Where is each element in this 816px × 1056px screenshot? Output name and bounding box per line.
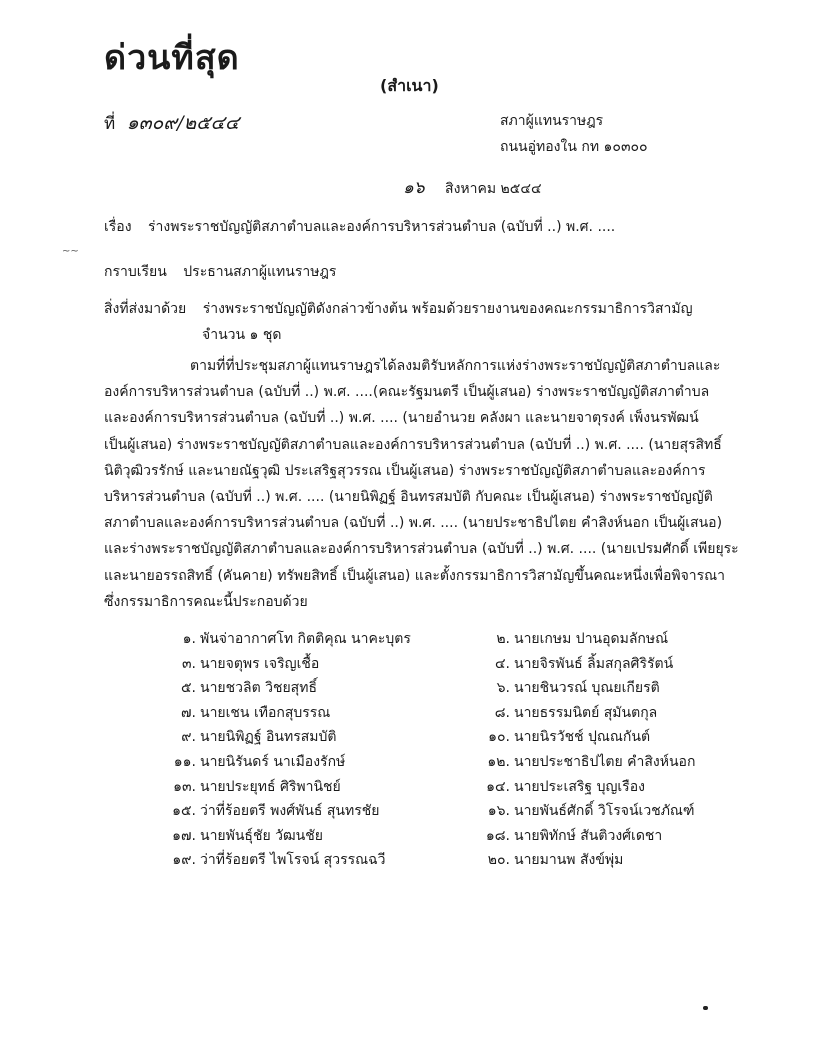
committee-member (464, 825, 662, 847)
enclosure-block (104, 296, 693, 348)
member-number: ๒. (496, 631, 510, 647)
member-number: ๑๐. (488, 729, 510, 746)
sender-org: สภาผู้แทนราษฎร (500, 113, 604, 129)
committee-member (464, 800, 695, 822)
document-number (104, 108, 239, 138)
member-number: ๔. (494, 655, 510, 672)
member-name: นายเกษม ปานอุดมลักษณ์ (514, 631, 669, 647)
committee-member (464, 726, 650, 748)
member-name: นายประชาธิปไตย คำสิงห์นอก (514, 754, 696, 770)
member-name: นายพันธุ์ชัย วัฒนชัย (200, 827, 323, 844)
member-number: ๒๐. (487, 852, 510, 869)
document-date (403, 174, 542, 201)
body-line: เป็นผู้เสนอ) ร่างพระราชบัญญัติสภาตำบลและองค์การบริหารส่วนตำบล (ฉบับที่ ..) พ.ศ. .... (นายสุรสิทธิ์ (104, 436, 722, 453)
member-name: นายนิพิฏฐ์ อินทรสมบัติ (200, 729, 337, 746)
committee-member (150, 849, 386, 871)
committee-member (464, 677, 660, 699)
committee-member (464, 849, 623, 871)
subject-label: เรื่อง (104, 219, 132, 235)
member-number: ๗. (181, 704, 196, 721)
sender-street: ถนนอู่ทองใน กท ๑๐๓๐๐ (500, 139, 648, 155)
member-name: นายประยุทธ์ ศิริพานิชย์ (200, 778, 341, 795)
member-name: นายเชน เทือกสุบรรณ (200, 704, 331, 721)
member-number: ๑๗. (172, 827, 196, 844)
body-line: นิติวุฒิวรรักษ์ และนายณัฐวุฒิ ประเสริฐสุวรรณ เป็นผู้เสนอ) ร่างพระราชบัญญัติสภาตำบลและองค์การ (104, 462, 706, 479)
member-number: ๑. (182, 631, 196, 647)
member-name: นายมานพ สังข์พุ่ม (514, 852, 624, 869)
member-number: ๑๒. (487, 754, 510, 770)
committee-member (150, 776, 341, 798)
committee-member (464, 653, 673, 675)
member-name: นายจตุพร เจริญเชื้อ (200, 655, 320, 672)
enclosure-line2: จำนวน ๑ ชุด (202, 327, 282, 343)
body-line: ซึ่งกรรมาธิการคณะนี้ประกอบด้วย (104, 593, 308, 610)
body-line: สภาตำบลและองค์การบริหารส่วนตำบล (ฉบับที่ ..) พ.ศ. .... (นายประชาธิปไตย คำสิงห์นอก เป็นผู้เสนอ) (104, 515, 723, 532)
committee-member (150, 677, 317, 699)
copy-label: (สำเนา) (380, 76, 439, 95)
committee-member (464, 776, 645, 798)
member-number: ๑๕. (172, 803, 196, 820)
committee-member (150, 800, 379, 822)
member-name: นายธรรมนิตย์ สุมันตกุล (514, 704, 658, 721)
member-name: นายพันธ์ศักดิ์ วิโรจน์เวชภัณฑ์ (514, 803, 695, 820)
member-number: ๑๓. (173, 778, 196, 795)
body-line: องค์การบริหารส่วนตำบล (ฉบับที่ ..) พ.ศ. ....(คณะรัฐมนตรี เป็นผู้เสนอ) ร่างพระราชบัญญัติสภาตำบล (104, 384, 710, 401)
member-name: นายประเสริฐ บุญเรือง (514, 778, 645, 795)
member-number: ๘. (494, 704, 510, 721)
member-number: ๓. (181, 655, 196, 672)
body-line: และนายอรรถสิทธิ์ (คันคาย) ทรัพยสิทธิ์ เป็นผู้เสนอ) และตั้งกรรมาธิการวิสามัญขึ้นคณะหนึ่งเพื่อพิจารณา (104, 567, 726, 584)
enclosure-label: สิ่งที่ส่งมาด้วย (104, 301, 187, 317)
body-line: บริหารส่วนตำบล (ฉบับที่ ..) พ.ศ. .... (นายนิพิฏฐ์ อินทรสมบัติ กับคณะ เป็นผู้เสนอ) ร่างพระราชบัญญัติ (104, 489, 713, 506)
salutation-text: ประธานสภาผู้แทนราษฎร (183, 264, 337, 280)
member-number: ๑๖. (487, 803, 510, 820)
committee-member (150, 726, 337, 748)
document-number-value: ๑๓๐๙/๒๕๔๔ (126, 112, 240, 134)
committee-member (150, 825, 323, 847)
member-number: ๑๔. (486, 778, 510, 795)
committee-member (464, 702, 657, 724)
stray-dot (703, 1006, 708, 1010)
body-paragraph (104, 353, 764, 615)
body-line: และองค์การบริหารส่วนตำบล (ฉบับที่ ..) พ.ศ. .... (นายอำนวย คลังผา และนายจาตุรงค์ เพ็งนรพัฒน์ (104, 410, 699, 427)
member-number: ๖. (496, 680, 510, 697)
member-number: ๙. (181, 729, 196, 746)
member-name: นายพิทักษ์ สันติวงศ์เดชา (514, 827, 663, 844)
committee-member (150, 628, 411, 650)
member-number: ๑๘. (485, 827, 510, 844)
member-name: นายชินวรณ์ บุณยเกียรติ (514, 680, 660, 697)
enclosure-line1: ร่างพระราชบัญญัติดังกล่าวข้างต้น พร้อมด้วยรายงานของคณะกรรมาธิการวิสามัญ (202, 301, 693, 317)
member-number: ๕. (180, 680, 196, 697)
committee-member (150, 653, 319, 675)
member-name: นายนิรันดร์ นาเมืองรักษ์ (200, 754, 346, 770)
member-number: ๑๑. (173, 754, 196, 770)
member-name: นายนิรวัชช์ ปุณณกันต์ (514, 729, 651, 746)
member-name: พันจ่าอากาศโท กิตติคุณ นาคะบุตร (200, 631, 411, 647)
subject-line (104, 216, 615, 238)
member-name: ว่าที่ร้อยตรี พงศ์พันธ์ สุนทรชัย (200, 803, 380, 820)
committee-member (150, 702, 330, 724)
salutation-label: กราบเรียน (104, 264, 167, 280)
document-number-prefix: ที่ (104, 114, 116, 134)
member-name: นายชวลิต วิชยสุทธิ์ (200, 680, 318, 697)
date-month-year: สิงหาคม ๒๕๔๔ (445, 181, 542, 197)
committee-member (464, 751, 695, 773)
body-line: ตามที่ที่ประชุมสภาผู้แทนราษฎรได้ลงมติรับหลักการแห่งร่างพระราชบัญญัติสภาตำบลและ (190, 358, 721, 374)
member-number: ๑๙. (172, 852, 196, 869)
sender-address (500, 108, 648, 160)
member-name: ว่าที่ร้อยตรี ไพโรจน์ สุวรรณฉวี (200, 852, 386, 869)
committee-member (464, 628, 668, 650)
subject-text: ร่างพระราชบัญญัติสภาตำบลและองค์การบริหารส่วนตำบล (ฉบับที่ ..) พ.ศ. .... (148, 219, 616, 235)
committee-member (150, 751, 345, 773)
body-line: และร่างพระราชบัญญัติสภาตำบลและองค์การบริหารส่วนตำบล (ฉบับที่ ..) พ.ศ. .... (นายเปรมศักดิ์ เพียยุระ (104, 541, 739, 558)
salutation-line (104, 261, 336, 283)
stray-mark: ~~ (62, 246, 79, 257)
date-day: ๑๖ (403, 178, 425, 198)
urgent-stamp: ด่วนที่สุด (104, 38, 240, 78)
member-name: นายจิรพันธ์ ลิ้มสกุลศิริรัตน์ (514, 655, 674, 672)
